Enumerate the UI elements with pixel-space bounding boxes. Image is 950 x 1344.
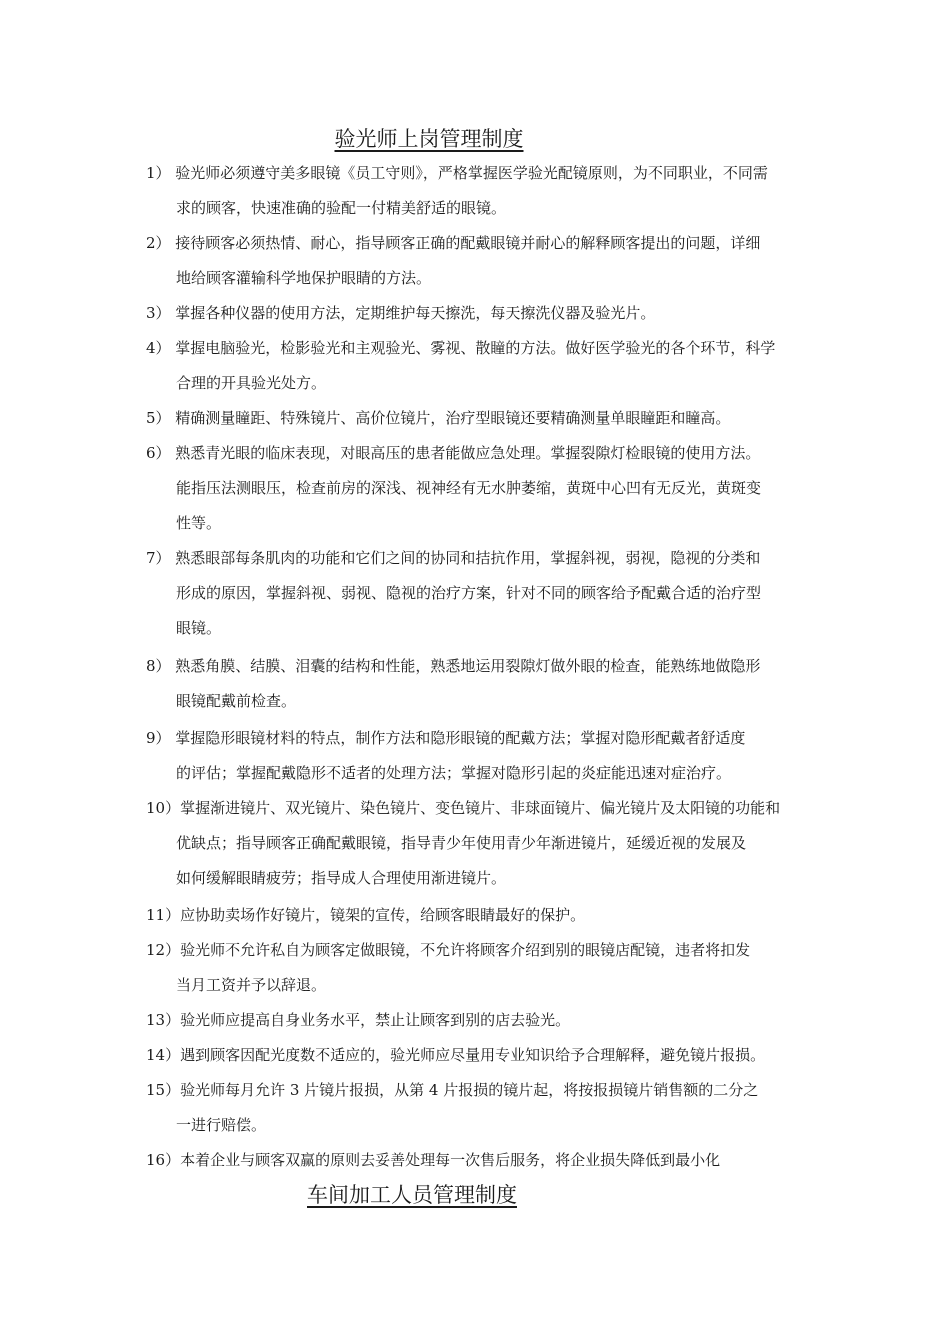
rule-item-7 xyxy=(146,541,811,646)
rule-item-1 xyxy=(146,156,811,226)
rule-item-12 xyxy=(146,933,811,1003)
rule-line: 8） 熟悉角膜、结膜、泪囊的结构和性能，熟悉地运用裂隙灯做外眼的检查，能熟练地做隐形 xyxy=(146,657,761,675)
rule-line: 3） 掌握各种仪器的使用方法，定期维护每天擦洗，每天擦洗仪器及验光片。 xyxy=(146,304,656,322)
rule-item-2 xyxy=(146,226,811,296)
rule-item-14 xyxy=(146,1038,811,1073)
rule-item-5 xyxy=(146,401,811,436)
rule-line: 9） 掌握隐形眼镜材料的特点，制作方法和隐形眼镜的配戴方法；掌握对隐形配戴者舒适度 xyxy=(146,729,746,747)
rule-line: 7） 熟悉眼部每条肌肉的功能和它们之间的协同和拮抗作用，掌握斜视，弱视，隐视的分类和 xyxy=(146,549,761,567)
rule-line: 6） 熟悉青光眼的临床表现，对眼高压的患者能做应急处理。掌握裂隙灯检眼镜的使用方法。 xyxy=(146,444,761,462)
section-title xyxy=(0,1179,950,1209)
rule-item-4 xyxy=(146,331,811,401)
rule-line: 4） 掌握电脑验光，检影验光和主观验光、雾视、散瞳的方法。做好医学验光的各个环节，科学 xyxy=(146,339,776,357)
document-title xyxy=(0,123,950,153)
rule-line: 13）验光师应提高自身业务水平，禁止让顾客到别的店去验光。 xyxy=(146,1011,571,1029)
rule-line: 11）应协助卖场作好镜片，镜架的宣传，给顾客眼睛最好的保护。 xyxy=(146,906,586,924)
rule-line: 优缺点；指导顾客正确配戴眼镜，指导青少年使用青少年渐进镜片，延缓近视的发展及 xyxy=(176,834,747,852)
rule-line: 12）验光师不允许私自为顾客定做眼镜，不允许将顾客介绍到别的眼镜店配镜，违者将扣发 xyxy=(146,941,751,959)
rule-line: 2） 接待顾客必须热情、耐心，指导顾客正确的配戴眼镜并耐心的解释顾客提出的问题，详细 xyxy=(146,234,761,252)
rule-line: 眼镜。 xyxy=(176,619,222,637)
rule-item-11 xyxy=(146,898,811,933)
rule-item-13 xyxy=(146,1003,811,1038)
rule-item-10 xyxy=(146,791,811,896)
rule-item-6 xyxy=(146,436,811,541)
rule-line: 15）验光师每月允许 3 片镜片报损，从第 4 片报损的镜片起，将按报损镜片销售额的二分之 xyxy=(146,1081,759,1099)
rule-line: 当月工资并予以辞退。 xyxy=(176,976,327,994)
rule-line: 能指压法测眼压，检查前房的深浅、视神经有无水肿萎缩，黄斑中心凹有无反光，黄斑变 xyxy=(176,479,762,497)
rule-line: 地给顾客灌输科学地保护眼睛的方法。 xyxy=(176,269,432,287)
rule-line: 形成的原因，掌握斜视、弱视、隐视的治疗方案，针对不同的顾客给予配戴合适的治疗型 xyxy=(176,584,762,602)
rule-line: 眼镜配戴前检查。 xyxy=(176,692,297,710)
rule-line: 求的顾客，快速准确的验配一付精美舒适的眼镜。 xyxy=(176,199,507,217)
rule-item-8 xyxy=(146,649,811,719)
rule-line: 1） 验光师必须遵守美多眼镜《员工守则》，严格掌握医学验光配镜原则，为不同职业，不同需 xyxy=(146,164,768,182)
rule-line: 一进行赔偿。 xyxy=(176,1116,267,1134)
rule-item-16 xyxy=(146,1143,811,1178)
rule-line: 合理的开具验光处方。 xyxy=(176,374,327,392)
rule-line: 16）本着企业与顾客双赢的原则去妥善处理每一次售后服务，将企业损失降低到最小化 xyxy=(146,1151,721,1169)
rule-item-9 xyxy=(146,721,811,791)
rule-line: 的评估；掌握配戴隐形不适者的处理方法；掌握对隐形引起的炎症能迅速对症治疗。 xyxy=(176,764,732,782)
section-title-text: 车间加工人员管理制度 xyxy=(307,1183,517,1207)
rule-line: 如何缓解眼睛疲劳；指导成人合理使用渐进镜片。 xyxy=(176,869,507,887)
rule-item-3 xyxy=(146,296,811,331)
rule-item-15 xyxy=(146,1073,811,1143)
rule-line: 14）遇到顾客因配光度数不适应的，验光师应尽量用专业知识给予合理解释，避免镜片报损。 xyxy=(146,1046,766,1064)
document-title-text: 验光师上岗管理制度 xyxy=(334,127,524,151)
rule-line: 5） 精确测量瞳距、特殊镜片、高价位镜片，治疗型眼镜还要精确测量单眼瞳距和瞳高。 xyxy=(146,409,731,427)
rule-line: 10）掌握渐进镜片、双光镜片、染色镜片、变色镜片、非球面镜片、偏光镜片及太阳镜的功能和 xyxy=(146,799,781,817)
rule-line: 性等。 xyxy=(176,514,222,532)
